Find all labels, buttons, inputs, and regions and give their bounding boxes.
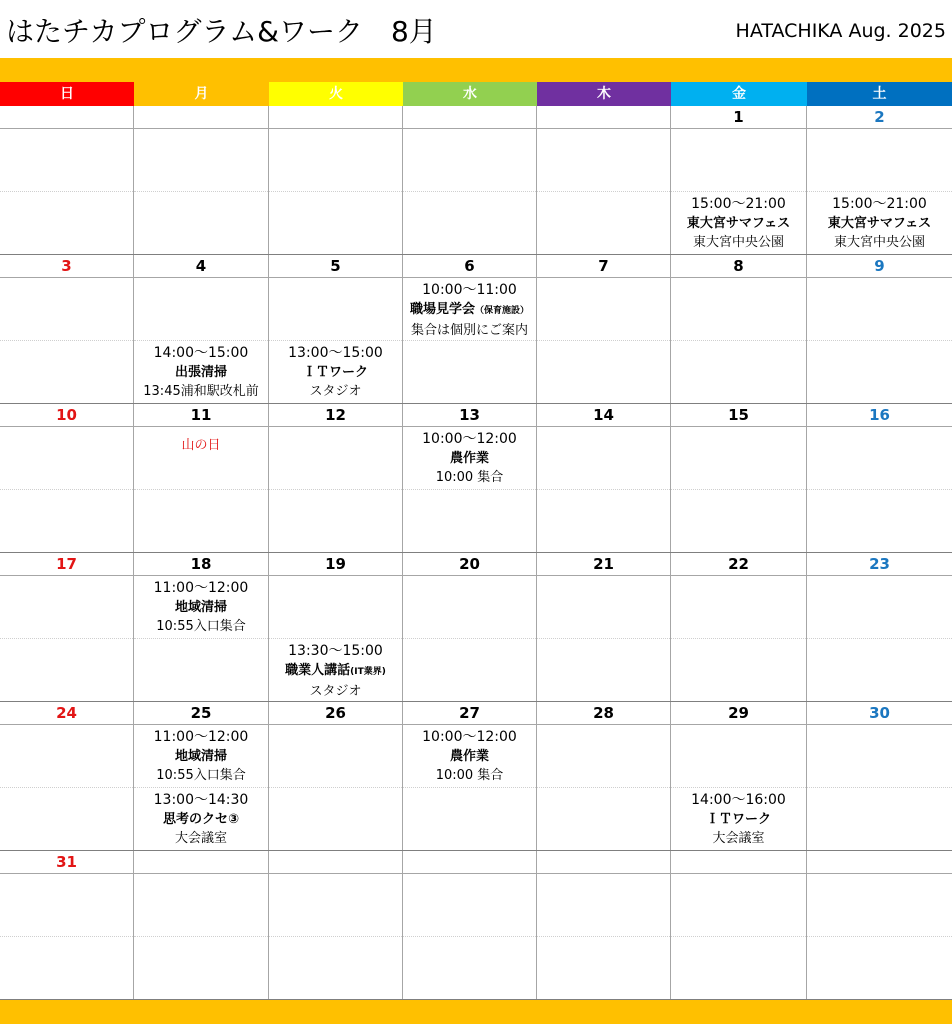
day-cell (403, 404, 537, 552)
date-number: 4 (134, 255, 268, 278)
upper-slot (269, 129, 402, 192)
event-place: 10:00 集合 (435, 768, 504, 783)
day-cell (0, 851, 134, 999)
lower-slot (537, 341, 670, 404)
date-number: 31 (0, 851, 133, 874)
event (403, 281, 536, 340)
day-cell (403, 106, 537, 254)
date-number: 6 (403, 255, 536, 278)
event-name (134, 747, 268, 766)
upper-slot (671, 278, 806, 341)
date-number: 17 (0, 553, 133, 576)
upper-slot (537, 278, 670, 341)
week-row (0, 553, 952, 702)
lower-slot (0, 192, 133, 255)
day-cell (537, 851, 671, 999)
upper-slot (537, 725, 670, 788)
upper-slot (671, 576, 806, 639)
upper-slot (134, 278, 268, 341)
date-number: 14 (537, 404, 670, 427)
lower-slot (134, 937, 268, 1000)
bottom-accent-bar (0, 1000, 952, 1024)
lower-slot (0, 937, 133, 1000)
upper-slot (269, 427, 402, 490)
date-number: 19 (269, 553, 402, 576)
event-time: 11:00～12:00 (153, 580, 249, 596)
lower-slot (537, 937, 670, 1000)
day-cell (537, 702, 671, 850)
event-name (807, 214, 952, 233)
date-number: 29 (671, 702, 806, 725)
date-number (537, 851, 670, 874)
weekday-header: 日 (0, 82, 134, 106)
lower-slot (0, 639, 133, 702)
event-name-note: （保育施設） (475, 306, 530, 316)
lower-slot (134, 639, 268, 702)
day-cell (807, 851, 952, 999)
upper-slot (269, 725, 402, 788)
day-cell (134, 255, 269, 403)
upper-slot (537, 576, 670, 639)
upper-slot (269, 576, 402, 639)
date-number: 26 (269, 702, 402, 725)
lower-slot (807, 937, 952, 1000)
event-place: 集合は個別にご案内 (410, 323, 528, 338)
date-number: 30 (807, 702, 952, 725)
day-cell (671, 404, 807, 552)
lower-slot (807, 639, 952, 702)
page-title: はたチカプログラム&ワーク 8月 (6, 15, 437, 48)
event-name (403, 449, 536, 468)
day-cell (134, 553, 269, 701)
date-number: 1 (671, 106, 806, 129)
day-cell (537, 106, 671, 254)
event-name-note: (IT業界) (350, 667, 386, 677)
date-number: 11 (134, 404, 268, 427)
event-time: 13:30～15:00 (288, 643, 383, 659)
week-row (0, 404, 952, 553)
upper-slot (403, 129, 536, 192)
upper-slot (537, 129, 670, 192)
upper-slot (134, 129, 268, 192)
lower-slot (0, 490, 133, 553)
upper-slot (807, 576, 952, 639)
day-cell (403, 553, 537, 701)
weekday-header: 月 (134, 82, 269, 106)
lower-slot (671, 490, 806, 553)
event-place: 大会議室 (712, 831, 765, 846)
event-name-text: 東大宮サマフェス (686, 216, 791, 231)
event (671, 791, 806, 848)
upper-slot (807, 874, 952, 937)
lower-slot (269, 937, 402, 1000)
upper-slot (0, 278, 133, 341)
event-name-text: ＩＴワーク (302, 365, 368, 380)
day-cell (0, 553, 134, 701)
day-cell (537, 255, 671, 403)
event-place: 東大宮中央公園 (833, 235, 925, 250)
weekday-header: 金 (671, 82, 807, 106)
date-number: 22 (671, 553, 806, 576)
event-name-text: 職場見学会 (409, 302, 475, 317)
day-cell (269, 404, 403, 552)
upper-slot (807, 278, 952, 341)
date-number: 10 (0, 404, 133, 427)
day-cell (403, 255, 537, 403)
lower-slot (0, 341, 133, 404)
day-cell (0, 106, 134, 254)
event (134, 579, 268, 636)
upper-slot (0, 725, 133, 788)
calendar-weeks (0, 106, 952, 1000)
event-name (403, 300, 536, 321)
top-accent-bar (0, 58, 952, 82)
event-place: スタジオ (309, 684, 362, 699)
holiday-label: 山の日 (181, 438, 221, 453)
day-cell (807, 255, 952, 403)
date-number (0, 106, 133, 129)
event-name-text: ＩＴワーク (705, 812, 771, 827)
event-name (134, 363, 268, 382)
upper-slot (269, 278, 402, 341)
upper-slot (269, 874, 402, 937)
upper-slot (134, 874, 268, 937)
event-name-text: 東大宮サマフェス (827, 216, 932, 231)
upper-slot (403, 278, 536, 341)
lower-slot (269, 341, 402, 404)
date-number: 2 (807, 106, 952, 129)
upper-slot (671, 725, 806, 788)
day-cell (269, 851, 403, 999)
day-cell (269, 702, 403, 850)
lower-slot (134, 490, 268, 553)
event-place: 10:55入口集合 (156, 619, 246, 634)
event-name-text: 職業人講話 (285, 663, 351, 678)
event-name (134, 810, 268, 829)
event-name (671, 214, 806, 233)
lower-slot (671, 788, 806, 851)
upper-slot (403, 725, 536, 788)
event-time: 14:00～16:00 (691, 792, 786, 808)
date-number (134, 851, 268, 874)
date-number (403, 106, 536, 129)
event-time: 11:00～12:00 (153, 729, 249, 745)
upper-slot (671, 874, 806, 937)
upper-slot (134, 576, 268, 639)
upper-slot (537, 874, 670, 937)
date-number (671, 851, 806, 874)
event-time: 13:00～15:00 (288, 345, 383, 361)
upper-slot (0, 576, 133, 639)
event-name-text: 農作業 (449, 749, 489, 764)
date-number: 16 (807, 404, 952, 427)
lower-slot (134, 192, 268, 255)
date-number: 27 (403, 702, 536, 725)
upper-slot (0, 874, 133, 937)
event (807, 195, 952, 252)
week-row (0, 851, 952, 1000)
upper-slot (403, 874, 536, 937)
upper-slot (134, 725, 268, 788)
lower-slot (671, 192, 806, 255)
event-name-text: 農作業 (449, 451, 489, 466)
lower-slot (537, 192, 670, 255)
lower-slot (134, 341, 268, 404)
lower-slot (403, 490, 536, 553)
date-number: 20 (403, 553, 536, 576)
event-time: 15:00～21:00 (832, 196, 927, 212)
lower-slot (0, 788, 133, 851)
event (134, 344, 268, 401)
date-number (537, 106, 670, 129)
day-cell (807, 404, 952, 552)
event-name-text: 出張清掃 (174, 365, 227, 380)
date-number: 28 (537, 702, 670, 725)
weekday-header: 土 (807, 82, 952, 106)
event (403, 728, 536, 785)
date-number: 18 (134, 553, 268, 576)
day-cell (0, 702, 134, 850)
date-number (403, 851, 536, 874)
event-name (269, 661, 402, 682)
lower-slot (537, 639, 670, 702)
lower-slot (269, 490, 402, 553)
event-place: スタジオ (309, 384, 362, 399)
date-number: 24 (0, 702, 133, 725)
lower-slot (807, 192, 952, 255)
day-cell (403, 851, 537, 999)
lower-slot (537, 490, 670, 553)
upper-slot (807, 427, 952, 490)
weekday-header: 火 (269, 82, 403, 106)
event-name-text: 地域清掃 (174, 600, 227, 615)
day-cell (537, 553, 671, 701)
week-row (0, 702, 952, 851)
day-cell (537, 404, 671, 552)
lower-slot (807, 788, 952, 851)
day-cell (671, 702, 807, 850)
event-name (134, 598, 268, 617)
lower-slot (403, 639, 536, 702)
event-place: 13:45浦和駅改札前 (143, 384, 259, 399)
date-number (269, 851, 402, 874)
upper-slot (403, 427, 536, 490)
date-number: 12 (269, 404, 402, 427)
event (269, 344, 402, 401)
event-time: 10:00～12:00 (422, 431, 517, 447)
lower-slot (403, 788, 536, 851)
date-number: 3 (0, 255, 133, 278)
lower-slot (537, 788, 670, 851)
calendar-grid (0, 82, 952, 1000)
weekday-header: 木 (537, 82, 671, 106)
upper-slot (807, 725, 952, 788)
day-cell (269, 553, 403, 701)
event-place: 10:55入口集合 (156, 768, 246, 783)
event-time: 15:00～21:00 (691, 196, 786, 212)
weekday-header-row (0, 82, 952, 106)
event-place: 10:00 集合 (435, 470, 504, 485)
day-cell (807, 106, 952, 254)
day-cell (269, 255, 403, 403)
day-cell (269, 106, 403, 254)
lower-slot (403, 341, 536, 404)
lower-slot (807, 341, 952, 404)
day-cell (403, 702, 537, 850)
event-name (671, 810, 806, 829)
date-number: 25 (134, 702, 268, 725)
day-cell (0, 404, 134, 552)
day-cell (671, 106, 807, 254)
event-name-text: 地域清掃 (174, 749, 227, 764)
date-number (807, 851, 952, 874)
event-time: 10:00～12:00 (422, 729, 517, 745)
event (134, 791, 268, 848)
day-cell (807, 553, 952, 701)
day-cell (134, 404, 269, 552)
date-number: 23 (807, 553, 952, 576)
event-time: 10:00～11:00 (422, 282, 517, 298)
lower-slot (671, 937, 806, 1000)
event-name-text: 思考のクセ③ (162, 812, 239, 827)
week-row (0, 106, 952, 255)
day-cell (0, 255, 134, 403)
lower-slot (269, 788, 402, 851)
date-number: 8 (671, 255, 806, 278)
event-time: 13:00～14:30 (153, 792, 249, 808)
day-cell (134, 106, 269, 254)
page-subtitle: HATACHIKA Aug. 2025 (735, 20, 946, 42)
day-cell (134, 702, 269, 850)
lower-slot (269, 639, 402, 702)
date-number (134, 106, 268, 129)
date-number: 5 (269, 255, 402, 278)
event (403, 430, 536, 487)
lower-slot (671, 639, 806, 702)
date-number: 21 (537, 553, 670, 576)
upper-slot (671, 129, 806, 192)
upper-slot (807, 129, 952, 192)
date-number: 13 (403, 404, 536, 427)
day-cell (671, 553, 807, 701)
week-row (0, 255, 952, 404)
day-cell (134, 851, 269, 999)
lower-slot (807, 490, 952, 553)
lower-slot (403, 937, 536, 1000)
event-time: 14:00～15:00 (153, 345, 249, 361)
event-name (269, 363, 402, 382)
day-cell (671, 851, 807, 999)
upper-slot (0, 129, 133, 192)
day-cell (807, 702, 952, 850)
day-cell (671, 255, 807, 403)
upper-slot (537, 427, 670, 490)
date-number: 9 (807, 255, 952, 278)
event-place: 大会議室 (174, 831, 227, 846)
upper-slot (134, 427, 268, 490)
upper-slot (671, 427, 806, 490)
lower-slot (403, 192, 536, 255)
event-place: 東大宮中央公園 (692, 235, 784, 250)
date-number: 7 (537, 255, 670, 278)
lower-slot (671, 341, 806, 404)
event (269, 642, 402, 701)
date-number: 15 (671, 404, 806, 427)
date-number (269, 106, 402, 129)
event (134, 728, 268, 785)
event-name (403, 747, 536, 766)
upper-slot (0, 427, 133, 490)
lower-slot (134, 788, 268, 851)
upper-slot (403, 576, 536, 639)
lower-slot (269, 192, 402, 255)
event (671, 195, 806, 252)
weekday-header: 水 (403, 82, 537, 106)
